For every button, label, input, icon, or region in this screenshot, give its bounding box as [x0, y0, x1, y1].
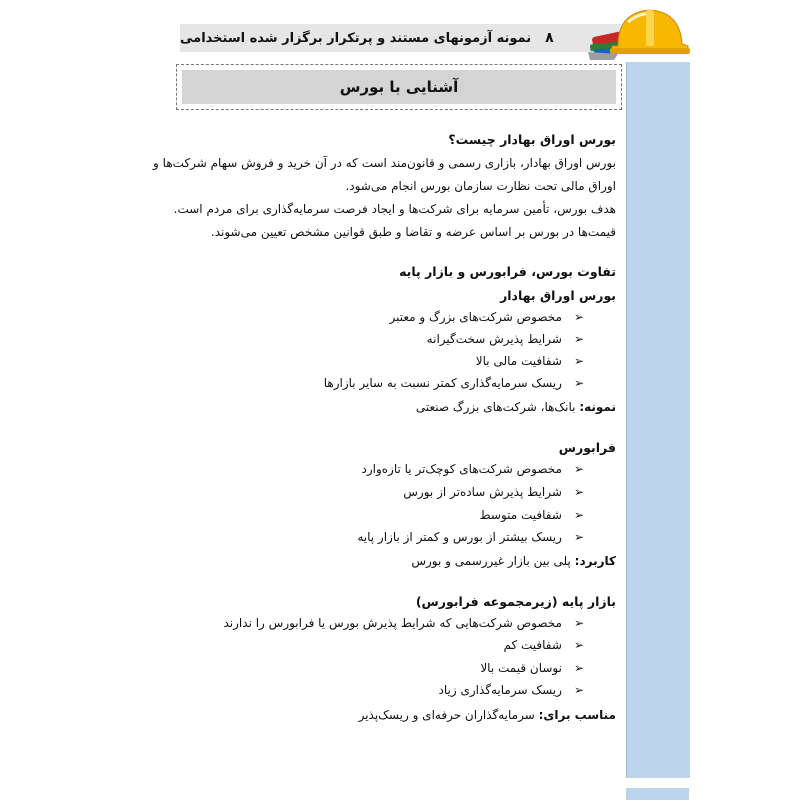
arrow-bullet-icon: ➢ [573, 661, 584, 675]
farabourse-heading: فرابورس [558, 440, 616, 455]
base-market-note: مناسب برای: سرمایه‌گذاران حرفه‌ای و ریسک‌پذیر [358, 708, 616, 722]
list-item: ➢شرایط پذیرش سخت‌گیرانه [426, 332, 584, 346]
list-item: ➢مخصوص شرکت‌های بزرگ و معتبر [389, 310, 584, 324]
base-market-heading: بازار پایه (زیرمجموعه فرابورس) [415, 594, 616, 609]
list-item: ➢ریسک بیشتر از بورس و کمتر از بازار پایه [357, 530, 584, 544]
list-item: ➢مخصوص شرکت‌هایی که شرایط پذیرش بورس یا فرابورس را ندارند [223, 616, 584, 630]
diff-heading: تفاوت بورس، فرابورس و بازار پایه [399, 264, 616, 279]
list-item: ➢ریسک سرمایه‌گذاری زیاد [438, 683, 584, 697]
list-item: ➢نوسان قیمت بالا [480, 661, 584, 675]
arrow-bullet-icon: ➢ [573, 310, 584, 324]
arrow-bullet-icon: ➢ [573, 616, 584, 630]
list-item: ➢شفافیت متوسط [479, 508, 584, 522]
arrow-bullet-icon: ➢ [573, 508, 584, 522]
intro-heading: بورس اوراق بهادار چیست؟ [448, 132, 616, 147]
list-item: ➢مخصوص شرکت‌های کوچک‌تر یا تازه‌وارد [361, 462, 584, 476]
arrow-bullet-icon: ➢ [573, 530, 584, 544]
arrow-bullet-icon: ➢ [573, 485, 584, 499]
section-title: آشنایی با بورس [182, 70, 616, 104]
sidebar-footer [626, 788, 689, 800]
arrow-bullet-icon: ➢ [573, 638, 584, 652]
list-item: ➢شرایط پذیرش ساده‌تر از بورس [403, 485, 584, 499]
farabourse-note: کاربرد: پلی بین بازار غیررسمی و بورس [411, 554, 616, 568]
arrow-bullet-icon: ➢ [573, 354, 584, 368]
intro-line: هدف بورس، تأمین سرمایه برای شرکت‌ها و ایجاد فرصت سرمایه‌گذاری برای مردم است. [173, 202, 616, 216]
page-number: ۸ [545, 30, 554, 46]
intro-line: قیمت‌ها در بورس بر اساس عرضه و تقاضا و طبق قوانین مشخص تعیین می‌شوند. [210, 225, 616, 239]
list-item: ➢شفافیت کم [503, 638, 584, 652]
helmet-tools-icon [588, 2, 692, 64]
arrow-bullet-icon: ➢ [573, 683, 584, 697]
sidebar-panel [626, 62, 690, 778]
bourse-note: نمونه: بانک‌ها، شرکت‌های بزرگ صنعتی [415, 400, 616, 414]
page-header [180, 24, 622, 52]
section-title-box [176, 64, 622, 110]
intro-line: اوراق مالی تحت نظارت سازمان بورس انجام می‌شود. [345, 179, 616, 193]
arrow-bullet-icon: ➢ [573, 462, 584, 476]
arrow-bullet-icon: ➢ [573, 376, 584, 390]
intro-line: بورس اوراق بهادار، بازاری رسمی و قانون‌مند است که در آن خرید و فروش سهام شرکت‌ها و [153, 156, 616, 170]
list-item: ➢شفافیت مالی بالا [475, 354, 584, 368]
header-title: نمونه آزمونهای مستند و پرتکرار برگزار شده استخدامی [180, 30, 532, 46]
list-item: ➢ریسک سرمایه‌گذاری کمتر نسبت به سایر بازارها [323, 376, 584, 390]
arrow-bullet-icon: ➢ [573, 332, 584, 346]
bourse-heading: بورس اوراق بهادار [500, 288, 616, 303]
